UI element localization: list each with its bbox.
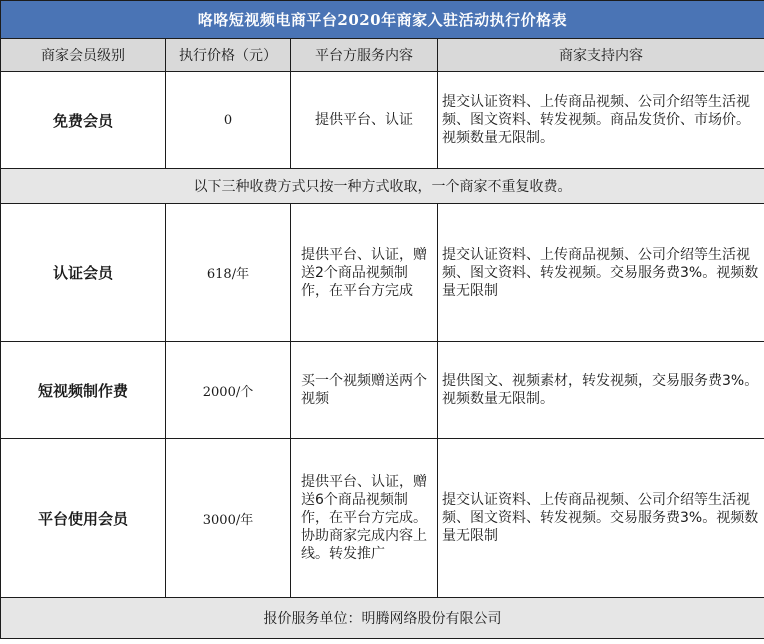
- row-service-text: 提供平台、认证，赠送2个商品视频制作，在平台方完成: [301, 246, 427, 299]
- row-level: 免费会员: [1, 72, 166, 169]
- table-row: [1, 342, 764, 439]
- row-support: [438, 72, 764, 169]
- row-service-text: 提供平台、认证，赠送6个商品视频制作，在平台方完成。协助商家完成内容上线。转发推广: [301, 474, 427, 562]
- header-price: 执行价格（元）: [166, 39, 291, 72]
- header-service: 平台方服务内容: [291, 39, 438, 72]
- table-row: [1, 204, 764, 342]
- row-level: 认证会员: [1, 204, 166, 342]
- row-service: [291, 72, 438, 169]
- row-service-text: 提供平台、认证: [315, 112, 413, 128]
- row-support-text: 提交认证资料、上传商品视频、公司介绍等生活视频、图文资料、转发视频。交易服务费3%。视频数量无限制: [442, 246, 759, 299]
- table-row: [1, 439, 764, 598]
- row-service-text: 买一个视频赠送两个视频: [301, 373, 427, 407]
- notice-text: 以下三种收费方式只按一种方式收取，一个商家不重复收费。: [1, 169, 764, 204]
- header-level: 商家会员级别: [1, 39, 166, 72]
- row-support: [438, 204, 764, 342]
- row-service: [291, 204, 438, 342]
- row-price: 2000/个: [166, 342, 291, 439]
- notice-row: [1, 169, 764, 204]
- row-support-text: 提交认证资料、上传商品视频、公司介绍等生活视频、图文资料、转发视频。商品发货价、市场价。视频数量无限制。: [442, 94, 750, 146]
- table-row: [1, 72, 764, 169]
- header-support: 商家支持内容: [438, 39, 764, 72]
- row-service: [291, 439, 438, 598]
- header-row: [1, 39, 764, 72]
- title-row: [1, 1, 764, 39]
- row-support: [438, 342, 764, 439]
- row-support-text: 提供图文、视频素材，转发视频，交易服务费3%。视频数量无限制。: [442, 373, 759, 407]
- row-level: 平台使用会员: [1, 439, 166, 598]
- row-service: [291, 342, 438, 439]
- footer-row: [1, 598, 764, 639]
- footer-text: 报价服务单位：明腾网络股份有限公司: [1, 598, 764, 639]
- row-price: 3000/年: [166, 439, 291, 598]
- row-support-text: 提交认证资料、上传商品视频、公司介绍等生活视频、图文资料、转发视频。交易服务费3%。视频数量无限制: [442, 492, 759, 544]
- row-price: 0: [166, 72, 291, 169]
- row-support: [438, 439, 764, 598]
- row-price: 618/年: [166, 204, 291, 342]
- table-title: 咯咯短视频电商平台2020年商家入驻活动执行价格表: [1, 1, 764, 39]
- row-level: 短视频制作费: [1, 342, 166, 439]
